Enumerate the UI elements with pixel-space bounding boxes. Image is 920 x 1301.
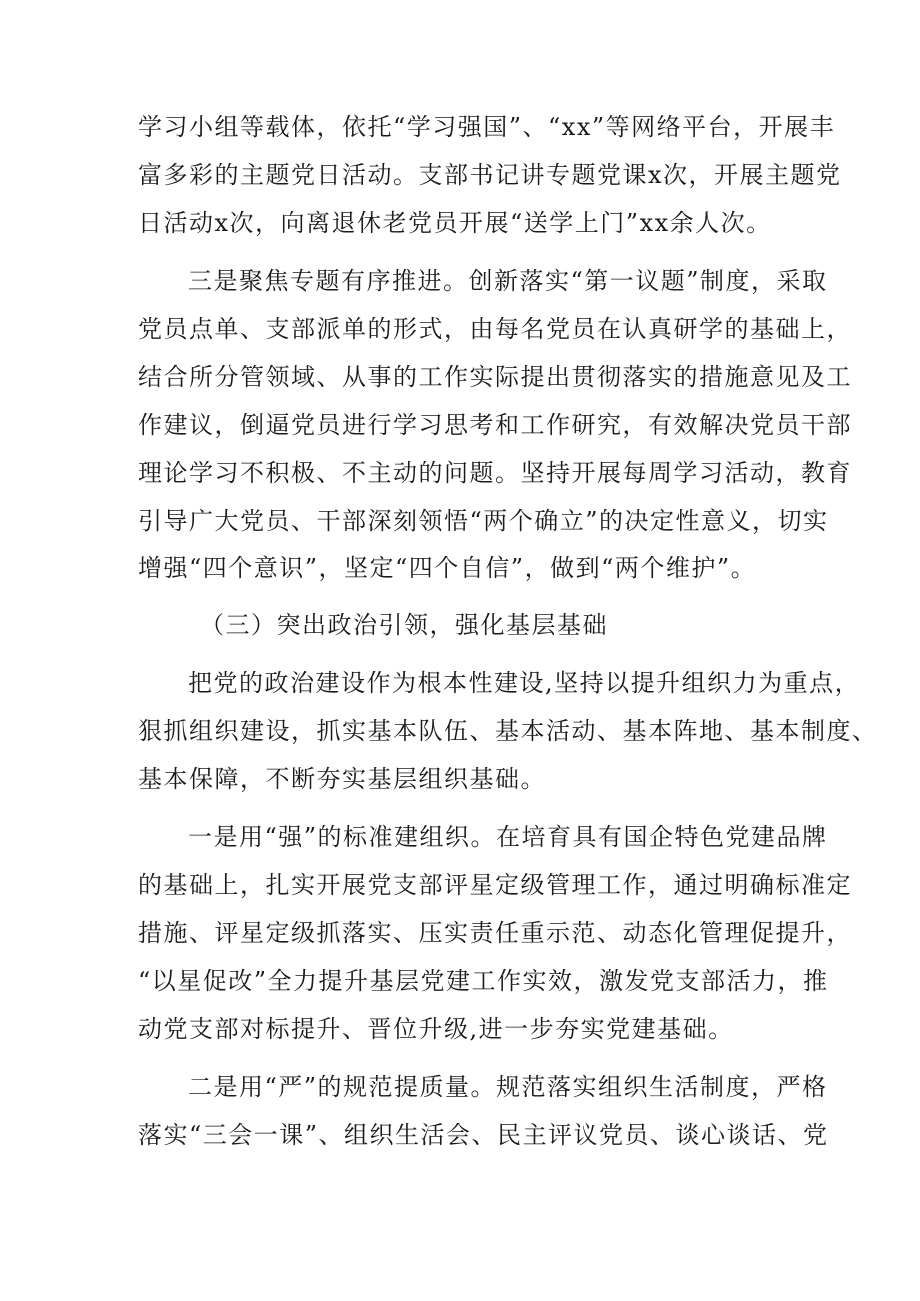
paragraph-line: 二是用“严”的规范提质量。规范落实组织生活制度，严格: [188, 1073, 828, 1101]
paragraph-line: 结合所分管领域、从事的工作实际提出贯彻落实的措施意见及工: [138, 363, 852, 391]
paragraph-line: 三是聚焦专题有序推进。创新落实“第一议题”制度，采取: [188, 267, 828, 295]
paragraph-line: 引导广大党员、干部深刻领悟“两个确立”的决定性意义，切实: [138, 507, 829, 535]
paragraph-line: 的基础上，扎实开展党支部评星定级管理工作，通过明确标准定: [138, 871, 852, 899]
paragraph-line: 措施、评星定级抓落实、压实责任重示范、动态化管理促提升，: [138, 919, 852, 947]
paragraph-line: 基本保障，不断夯实基层组织基础。: [138, 765, 546, 793]
paragraph-line: 增强“四个意识”，坚定“四个自信”，做到“两个维护”。: [138, 554, 757, 582]
paragraph-line: 把党的政治建设作为根本性建设,坚持以提升组织力为重点，: [188, 669, 861, 697]
paragraph-line: “以星促改”全力提升基层党建工作实效，激发党支部活力，推: [138, 967, 829, 995]
paragraph-line: 党员点单、支部派单的形式，由每名党员在认真研学的基础上，: [138, 315, 852, 343]
paragraph-line: 狠抓组织建设，抓实基本队伍、基本活动、基本阵地、基本制度、: [138, 717, 878, 745]
paragraph-line: 一是用“强”的标准建组织。在培育具有国企特色党建品牌: [188, 823, 828, 851]
paragraph-line: 日活动x次，向离退休老党员开展“送学上门”xx余人次。: [138, 209, 772, 237]
paragraph-line: 落实“三会一课”、组织生活会、民主评议党员、谈心谈话、党: [138, 1121, 829, 1149]
paragraph-line: 动党支部对标提升、晋位升级,进一步夯实党建基础。: [138, 1015, 734, 1043]
section-heading: （三）突出政治引领，强化基层基础: [200, 611, 608, 639]
paragraph-line: 理论学习不积极、不主动的问题。坚持开展每周学习活动，教育: [138, 459, 852, 487]
paragraph-line: 学习小组等载体，依托“学习强国”、“xx”等网络平台，开展丰: [138, 113, 836, 141]
paragraph-line: 富多彩的主题党日活动。支部书记讲专题党课x次，开展主题党: [138, 161, 842, 189]
paragraph-line: 作建议，倒逼党员进行学习思考和工作研究，有效解决党员干部: [138, 411, 852, 439]
